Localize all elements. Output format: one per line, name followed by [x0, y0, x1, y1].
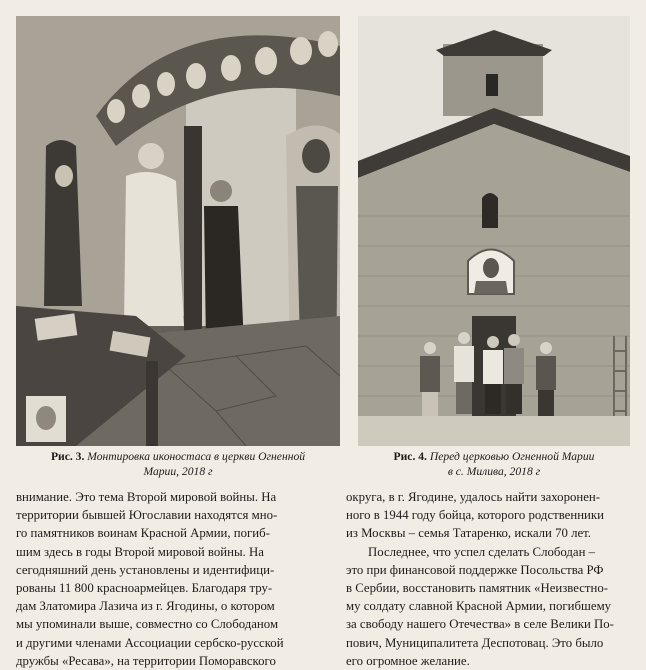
figure-3-caption-line2: Марии, 2018 г — [143, 465, 213, 478]
text-line: мы упоминали выше, совместно со Слободаном — [16, 617, 279, 632]
text-line: дружбы «Ресава», на территории Поморавского — [16, 653, 276, 668]
figure-4-caption-line1: Перед церковью Огненной Марии — [429, 450, 595, 463]
body-column-right — [346, 488, 646, 670]
figure-4-caption — [358, 449, 630, 479]
text-line: округа, в г. Ягодине, удалось найти захоронен- — [346, 490, 601, 504]
church-photo-image — [358, 16, 630, 446]
text-line: ного в 1944 году бойца, которого родственники — [346, 508, 604, 523]
figure-3-label: Рис. 3. — [50, 450, 85, 463]
body-column-left — [16, 488, 334, 670]
figure-3-caption-line1: Монтировка иконостаса в церкви Огненной — [87, 450, 306, 463]
text-line: дам Златомира Лазича из г. Ягодины, о котором — [16, 599, 275, 614]
text-line: в Сербии, восстановить памятник «Неизвестно- — [346, 581, 609, 596]
text-line: это при финансовой поддержке Посольства РФ — [346, 562, 604, 577]
text-line: го памятников воинам Красной Армии, погиб- — [16, 526, 270, 541]
figure-4-caption-line2: в с. Милива, 2018 г — [447, 465, 541, 478]
text-line: из Москвы – семья Татаренко, искали 70 лет. — [346, 526, 591, 541]
text-line: внимание. Это тема Второй мировой войны. На — [16, 490, 277, 504]
paragraph-start-line: Последнее, что успел сделать Слободан – — [368, 544, 596, 559]
iconostasis-photo-image — [16, 16, 340, 446]
text-line: му солдату славной Красной Армии, погибшему — [346, 599, 612, 614]
text-line: за свободу нашего Отечества» в селе Велики По- — [346, 617, 614, 632]
text-line: шим здесь в годы Второй мировой войны. На — [16, 544, 264, 559]
text-line: пович, Муниципалитета Деспотовац. Это было — [346, 635, 604, 650]
figure-3-photo — [16, 16, 340, 446]
text-line: рованы 11 800 красноармейцев. Благодаря тру- — [16, 581, 273, 596]
text-line: территории бывшей Югославии находятся мно- — [16, 508, 278, 523]
text-line: его огромное желание. — [346, 653, 470, 668]
figure-4-photo — [358, 16, 630, 446]
figure-4-label: Рис. 4. — [393, 450, 427, 463]
text-line: сегодняшний день установлены и идентифици- — [16, 562, 275, 577]
figure-3-caption — [16, 449, 340, 479]
text-line: и другими членами Ассоциации сербско-русской — [16, 635, 284, 650]
